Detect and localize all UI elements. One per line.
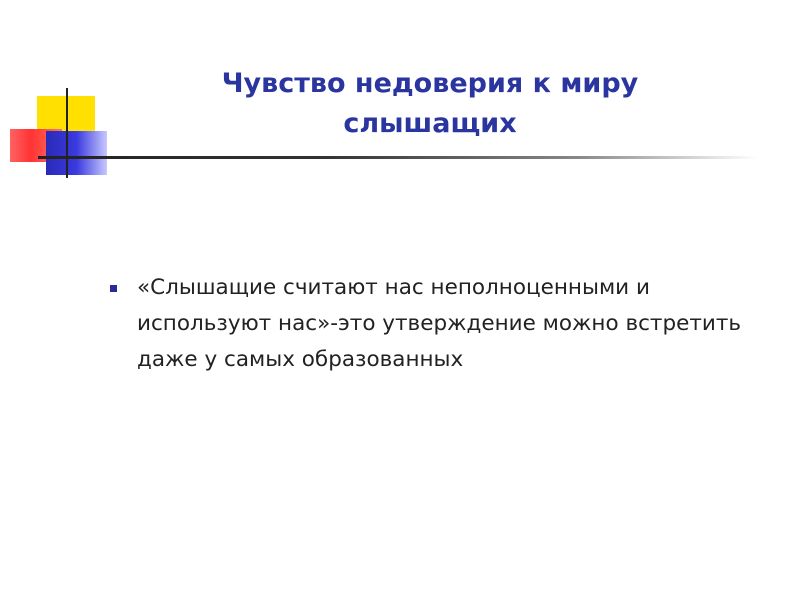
slide-body bbox=[110, 270, 770, 378]
slide-title: Чувство недоверия к миру слышащих bbox=[221, 68, 639, 139]
bullet-icon bbox=[110, 285, 117, 292]
title-underline bbox=[38, 156, 758, 159]
bullet-text: «Слышащие считают нас неполноценными и используют нас»-это утверждение можно встретить даже у самых образованных bbox=[137, 275, 742, 372]
list-item bbox=[110, 270, 770, 378]
vertical-divider bbox=[66, 88, 68, 178]
colored-squares-logo-icon bbox=[0, 0, 120, 190]
blue-square bbox=[46, 131, 107, 175]
